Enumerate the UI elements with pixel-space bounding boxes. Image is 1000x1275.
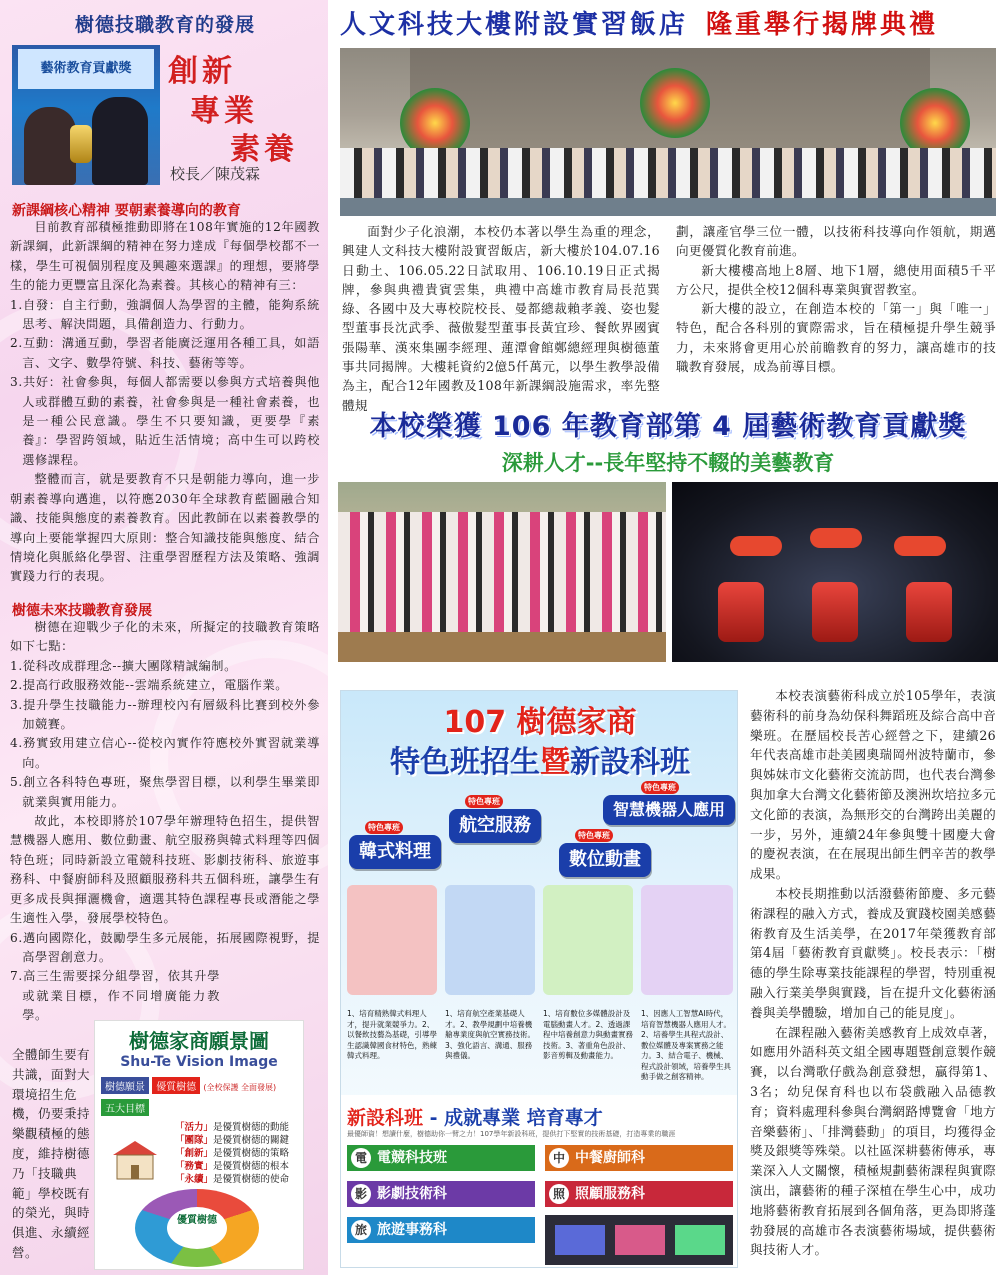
paragraph: 故此，本校即將於107學年辦理特色招生，提供智慧機器人應用、數位動畫、航空服務與韓式料理等四個特色班；同時新設立電競科技班、影劇技術科、旅遊事務科、中餐廚師科及照顧服務科共五個科班，讓學生有更多成長與揮灑機會，適選其特色課程專長或潛能之學生適性入學，發展學校特色。 (10, 814, 320, 926)
motto-literacy: 素養 (230, 132, 298, 167)
poster-line2: 特色班招生暨新設科班 (390, 745, 690, 780)
list-item: 3.提升學生技職能力--辦理校內有層級科比賽到校外參加競賽。 (10, 697, 320, 732)
closing-text: 全體師生要有共識，面對大環境招生危機，仍要秉持樂觀積極的態度，維持樹德乃「技職典範」學校既有的榮光，與時俱進、永續經營。 (12, 1047, 91, 1260)
chip-aviation-service: 航空服務 (449, 809, 541, 843)
headline-red: 隆重舉行揭牌典禮 (706, 10, 939, 40)
ceremony-text-col1 (342, 222, 660, 415)
dept-icon: 影 (351, 1184, 371, 1204)
goal-item: 「創新」是優質樹德的策略 (175, 1148, 290, 1159)
bullet-korean: 1、培育精熟韓式料理人才，提升就業競爭力。2、以餐飲技藝為基礎，引導學生認識韓國食材特色，熟練韓式料理。 (347, 1009, 437, 1060)
motto-professional: 專業 (190, 94, 258, 129)
chip-korean-cuisine: 韓式料理 (349, 835, 441, 869)
paragraph: 新大樓的設立，在創造本校的「第一」與「唯一」特色，配合各科別的實際需求，旨在積極提升學生競爭力，未來將會更用心於前瞻教育的努力，讓高雄市的技職教育發展，成為前導目標。 (676, 301, 996, 375)
principal-name: 校長／陳茂霖 (170, 165, 261, 183)
goals-label: 五大目標 (101, 1099, 149, 1116)
dept-icon: 旅 (351, 1220, 371, 1240)
paragraph: 本校表演藝術科成立於105學年，表演藝術科的前身為幼保科舞蹈班及綜合高中音樂班。在歷屆校長苦心經營之下，建續26年代表高雄市赴美國奧瑞岡州波特蘭市，參與姊妹市文化藝術交流訪問，也代表台灣參與加拿大台灣文化藝術節及澳洲坎培拉多元文化節的表演，為無形交的台灣跨出美麗的一步，另外，連續24年參與雙十國慶大會的慶祝表演，在在展現出師生們辛苦的教學成果。 (750, 688, 996, 882)
photo-person (24, 107, 76, 185)
photo-drum (718, 582, 764, 642)
photo-floor (338, 632, 666, 662)
left-title: 樹德技職教育的發展 (74, 14, 255, 36)
bullet-aviation: 1、培育航空產業基礎人才。2、教學規劃中培養機艙專業度與航空實務技術。3、強化語言、溝通、服務與禮儀。 (445, 1009, 535, 1060)
flower-basket (640, 68, 710, 138)
trophy-icon (70, 125, 92, 163)
vision-row-1 (101, 1077, 276, 1094)
curriculum-text (10, 218, 320, 587)
list-item: 1.自發：自主行動，強調個人為學習的主體，能夠系統思考、解決問題，具備創造力、行動力。 (10, 297, 320, 332)
bullet-robot: 1、因應人工智慧AI時代，培育智慧機器人應用人才。2、培養學生具程式設計、數位媒體及專案實務之能力。3、結合電子、機械、程式設計領域，培養學生具動手做之創客精神。 (641, 1009, 731, 1081)
list-item: 2.互動：溝通互動，學習者能廣泛運用各種工具，如語言、文字、數學符號、科技、藝術等等。 (10, 336, 320, 370)
photo-dancer (894, 536, 946, 556)
chip-tag: 特色專班 (641, 781, 679, 794)
vision-wheel (135, 1189, 259, 1267)
future-text (10, 618, 320, 1026)
list-item: 1.從科改成群理念--擴大團隊精誠編制。 (10, 658, 237, 673)
goal-item: 「永續」是優質樹德的使命 (175, 1174, 290, 1185)
group-photo (338, 482, 666, 662)
dept-drama-tech: 影 影劇技術科 (347, 1181, 535, 1207)
paragraph: 本校長期推動以活潑藝術節慶、多元藝術課程的融入方式，養成及實踐校園美感藝術教育及生活美學，在2017年榮獲教育部第4屆「藝術教育貢獻獎」。校長表示：「樹德的學生除專業技能課程的學習，特別重視融入行業美學與實踐，旨在提升文化藝術涵養與美學體驗，增加自己的能見度」。 (750, 885, 996, 1020)
school-building-icon (105, 1139, 165, 1181)
award-title: 本校榮獲 106 年教育部第 4 屆藝術教育貢獻獎 (369, 411, 967, 442)
paragraph: 新大樓樓高地上8層、地下1層，總使用面積5千平方公尺，提供全校12個科專業與實習教室。 (676, 262, 996, 297)
stage-performance-photo (672, 482, 998, 662)
goal-item: 「務實」是優質樹德的根本 (175, 1161, 290, 1172)
goal-item: 「團隊」是優質樹德的關鍵 (175, 1135, 290, 1146)
photo-drum (812, 582, 858, 642)
goals-list (175, 1121, 299, 1186)
photo-dancer (810, 528, 862, 548)
list-item: 4.務實致用建立信心--從校內實作符應校外實習就業導向。 (10, 736, 320, 770)
vision-subtitle: Shu-Te Vision Image (120, 1054, 278, 1070)
top-headline (340, 4, 995, 44)
dept-esports: 電 電競科技班 (347, 1145, 535, 1171)
vision-image (94, 1020, 304, 1270)
award-story-text (750, 686, 996, 1260)
section-heading-curriculum: 新課綱核心精神 要朝素養導向的教育 (12, 203, 241, 219)
chip-tag: 特色專班 (575, 829, 613, 842)
paragraph: 樹德在迎戰少子化的未來，所擬定的技職教育策略如下七點： (10, 620, 320, 654)
new-depts-subtitle: 最優師資！想讀什麼，樹德助你一臂之力！107學年新設科班，提供打下堅實的技術基礎，打造專業的職涯 (347, 1130, 676, 1138)
new-depts-title: 新設科班 - 成就專業 培育專才 (347, 1107, 603, 1129)
dept-tourism: 旅 旅遊事務科 (347, 1217, 535, 1243)
vision-title: 樹德家商願景圖 (129, 1029, 269, 1053)
paragraph: 面對少子化浪潮，本校仍本著以學生為重的理念，興建人文科技大樓附設實習飯店，新大樓於104.07.16日動土、106.05.22日試取用、106.10.19日正式揭牌，參與典禮貴賓雲集，典禮中高雄市教育局長范巽綠、各國中及大專校院校長、曼都總裁賴孝義、姿也髮型董事長沈武季、薇傲髮型董事長黃宜珍、餐飲界國賓張陽華、漢來集團李經理、蓮潭會館鄭總經理與樹德董事共同揭牌。大樓耗資約2億5仟萬元，以學生教學設備為主，配合12年國教及108年新課綱設施需求，率先整體規 (342, 224, 660, 413)
award-subtitle: 深耕人才--長年堅持不輟的美藝教育 (501, 451, 835, 475)
list-item: 2.提高行政服務效能--雲端系統建立，電腦作業。 (10, 678, 289, 693)
vision-label: 樹德願景 (101, 1077, 149, 1094)
list-item: 5.創立各科特色專班，聚焦學習目標，以利學生畢業即就業與實用能力。 (10, 775, 320, 809)
photo-crowd (338, 512, 666, 632)
vision-row-2 (101, 1099, 149, 1116)
headline-blue: 人文科技大樓附設實習飯店 (340, 10, 689, 40)
paragraph: 劃，讓產官學三位一體，以技術科技導向作領航，期邁向更優質化教育前進。 (676, 224, 996, 259)
dept-chinese-chef: 中 中餐廚師科 (545, 1145, 733, 1171)
poster-line1: 107 樹德家商 (443, 705, 637, 740)
poster-gaming-photo (545, 1215, 733, 1265)
photo-drum (906, 582, 952, 642)
list-item: 3.共好：社會參與，每個人都需要以參與方式培養與他人或群體互動的素養，社會參與是一種社會素養，也是一種公民意識。學生不只要知識，更要學『素養』：學習跨領域，貼近生活情境；高中生可以跨校選修課程。 (10, 375, 320, 467)
vision-note: (全校保護 全面發展) (203, 1083, 277, 1092)
list-item: 6.邁向國際化，鼓勵學生多元展能，拓展國際視野，提高學習創意力。 (10, 930, 320, 964)
photo-dancer (730, 536, 782, 556)
paragraph: 在課程融入藝術美感教育上成效卓著，如應用外語科英文組全國專題暨創意製作競賽，以台灣歌仔戲為創意發想，贏得第1、3名；幼兒保育科也以布袋戲融入品德教育；資料處理科參與台灣網路博覽會「地方音樂藝術」、「排灣藝動」的項目，均獲得金獎及銀獎等殊榮。以社區深耕藝術傳承，專業深入人文關懷，積極規劃藝術課程與實際演出，讓藝術的種子深植在學生心中，成功地將藝術教育拓展到各個角落，更為即將蓬勃發展的高雄市各表演藝術場域，提供藝術與技術人才。 (750, 1024, 996, 1258)
chip-digital-animation: 數位動畫 (559, 843, 651, 877)
photo-banner: 藝術教育貢獻獎 (18, 49, 154, 89)
dept-icon: 中 (549, 1148, 569, 1168)
goal-item: 「活力」是優質樹德的動能 (175, 1122, 290, 1133)
paragraph: 目前教育部積極推動即將在108年實施的12年國教新課綱，此新課綱的精神在努力達成『每個學校都不一樣，學生可視個別程度及興趣來選課』的理想，要將學生的能力更豐富且深化為素養。其核心的精神有三： (10, 220, 320, 293)
left-column (0, 0, 328, 1275)
vision-wheel-core: 優質樹德 (167, 1207, 227, 1249)
section-heading-future: 樹德未來技職教育發展 (12, 603, 152, 619)
enrollment-poster (340, 690, 738, 1268)
motto-innovation: 創新 (168, 54, 236, 89)
paragraph: 整體而言，就是要教育不只是朝能力導向，進一步朝素養導向邁進，以符應2030年全球教育藍圖融合知識、技能與態度的素養教育。因此教師在以素養教學的導向上要能掌握四大原則：整合知識技能與態度、結合情境化與脈絡化學習、注重學習歷程方法及策略、強調實踐力行的表現。 (10, 472, 320, 584)
chip-smart-robot: 智慧機器人應用 (603, 795, 735, 825)
poster-photos-strip (341, 881, 738, 1001)
dept-icon: 電 (351, 1148, 371, 1168)
list-item: 7.高三生需要採分組學習，依其升學或就業目標，作不同增廣能力教學。 (10, 969, 220, 1023)
dept-icon: 照 (549, 1184, 569, 1204)
chip-tag: 特色專班 (365, 821, 403, 834)
principal-award-photo (12, 45, 160, 185)
vision-value: 優質樹德 (152, 1077, 200, 1094)
dept-care-service: 照 照顧服務科 (545, 1181, 733, 1207)
bullet-animation: 1、培育數位多媒體設計及電腦動畫人才。2、透過課程中培養創意力與動畫實務技術。3、著重角色設計、影音剪輯及動畫能力。 (543, 1009, 633, 1060)
photo-person (92, 97, 148, 185)
ceremony-photo (340, 48, 996, 216)
ceremony-text-col2 (676, 222, 996, 376)
photo-ground (340, 198, 996, 216)
chip-tag: 特色專班 (465, 795, 503, 808)
